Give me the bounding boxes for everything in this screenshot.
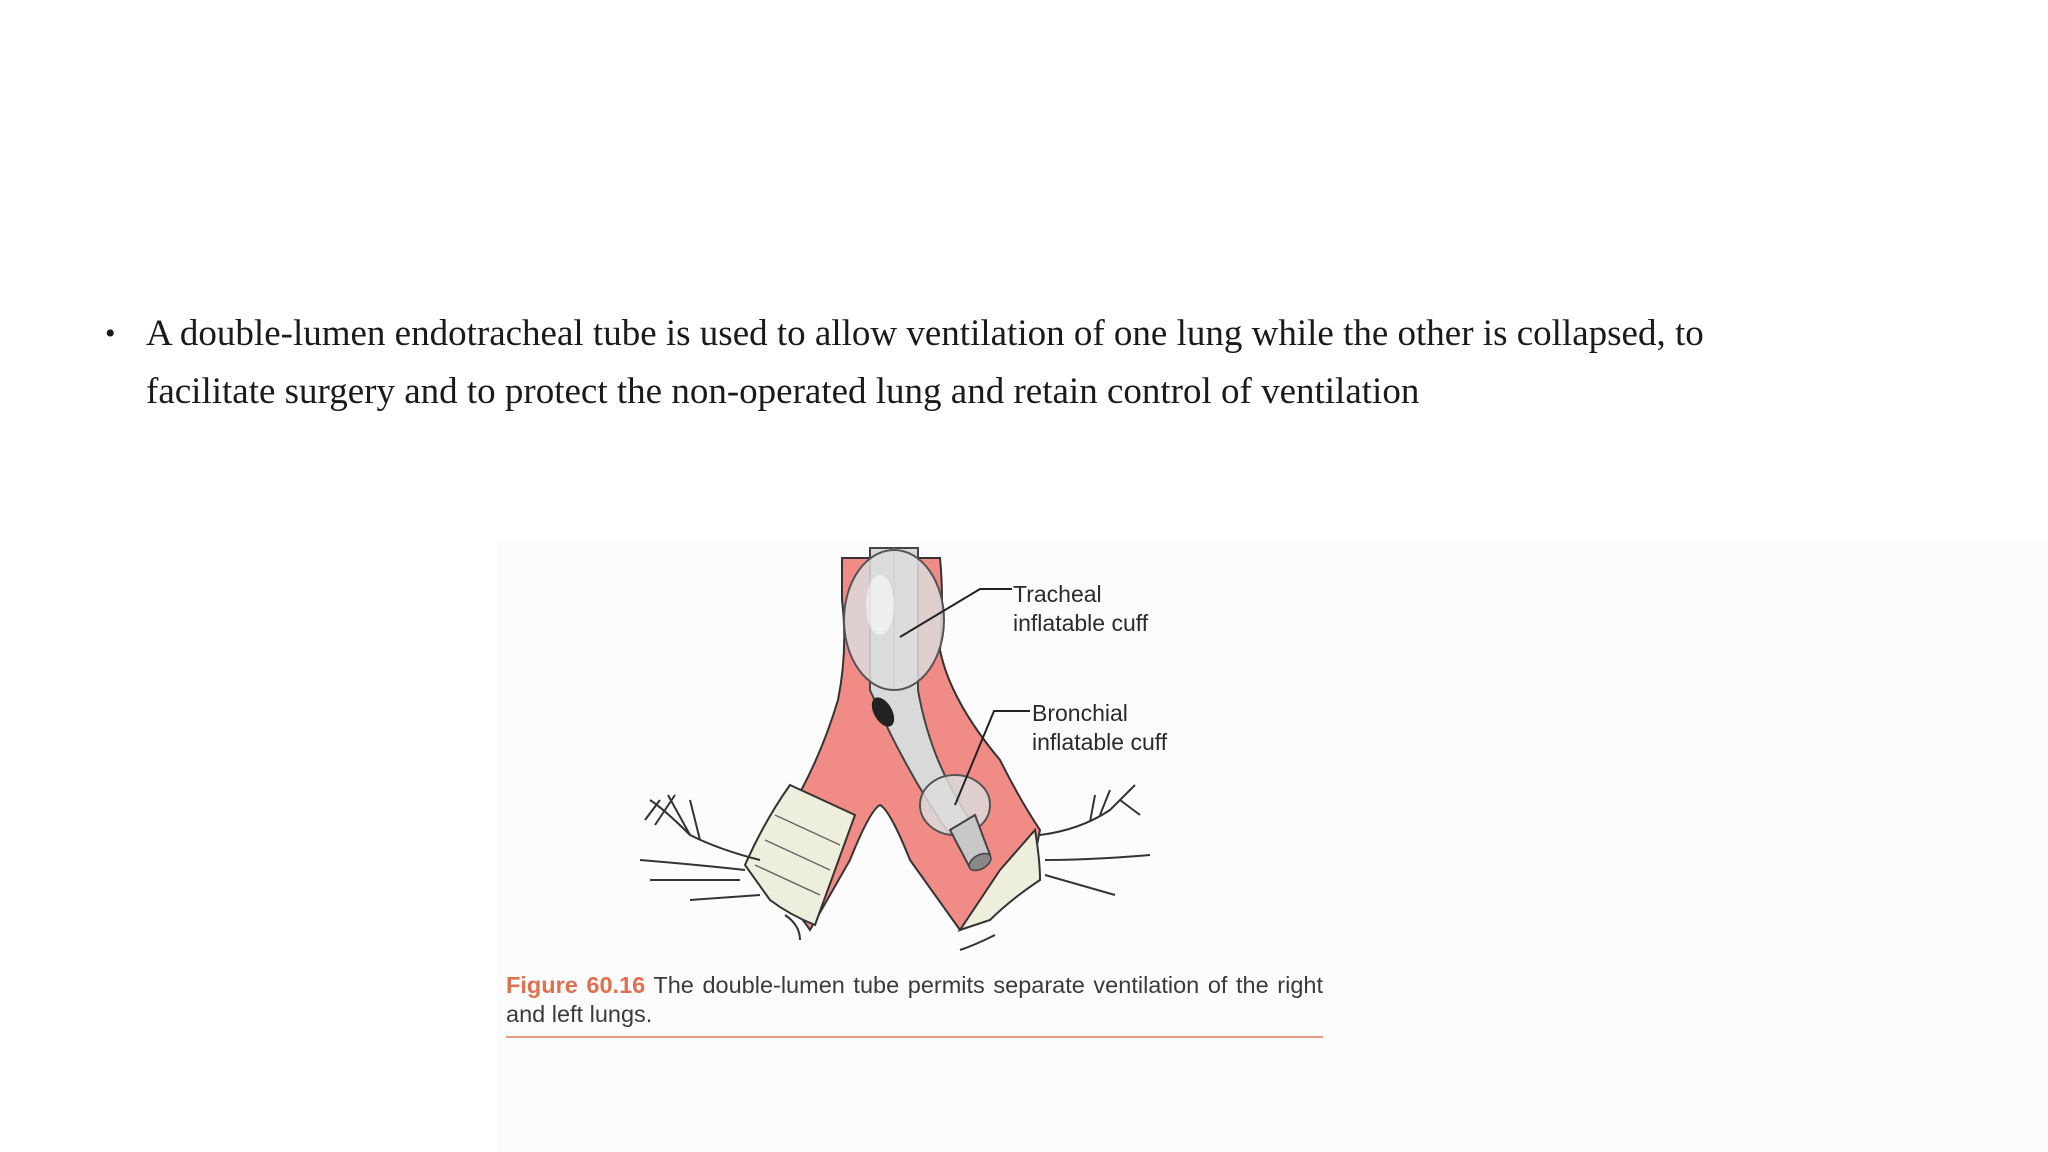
bullet-text: A double-lumen endotracheal tube is used to allow ventilation of one lung while the other is collapsed, to facilitate surgery and to protect the non-operated lung and retain control of ventilation — [146, 313, 1704, 412]
caption-divider — [506, 1036, 1323, 1038]
figure-caption-text: The double-lumen tube permits separate ventilation of the right and left lungs. — [506, 972, 1323, 1027]
figure-caption — [506, 971, 1323, 1029]
bronchial-label-line1: Bronchial — [1032, 700, 1128, 726]
tracheal-label-line1: Tracheal — [1013, 581, 1102, 607]
tracheal-label-line2: inflatable cuff — [1013, 610, 1149, 636]
bronchial-label-line2: inflatable cuff — [1032, 729, 1168, 755]
figure-caption-label: Figure 60.16 — [506, 972, 646, 998]
bullet-marker: • — [105, 317, 116, 350]
